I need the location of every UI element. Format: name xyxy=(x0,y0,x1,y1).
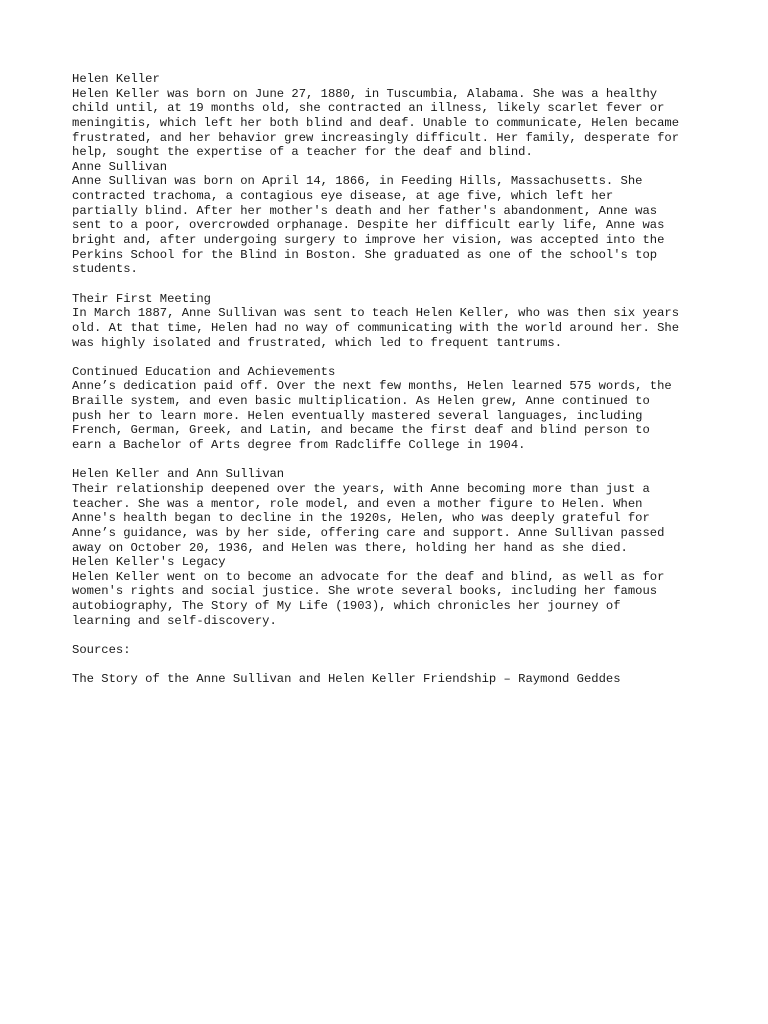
sources-label: Sources: xyxy=(72,642,131,657)
paragraph-line: Perkins School for the Blind in Boston. She graduated as one of the school's top xyxy=(72,247,658,262)
source-item: The Story of the Anne Sullivan and Helen Keller Friendship – Raymond Geddes xyxy=(72,672,621,687)
paragraph-line: child until, at 19 months old, she contracted an illness, likely scarlet fever or xyxy=(72,101,665,116)
paragraph-line: partially blind. After her mother's death and her father's abandonment, Anne was xyxy=(72,203,658,218)
paragraph-line: autobiography, The Story of My Life (1903), which chronicles her journey of xyxy=(72,599,621,614)
section-heading-legacy: Helen Keller's Legacy xyxy=(72,555,226,570)
paragraph-line: Helen Keller went on to become an advocate for the deaf and blind, as well as for xyxy=(72,569,665,584)
paragraph-line: Anne’s guidance, was by her side, offering care and support. Anne Sullivan passed xyxy=(72,525,665,540)
paragraph-line: earn a Bachelor of Arts degree from Radcliffe College in 1904. xyxy=(72,438,526,453)
paragraph-line: meningitis, which left her both blind and deaf. Unable to communicate, Helen became xyxy=(72,115,680,130)
paragraph-line: frustrated, and her behavior grew increasingly difficult. Her family, desperate for xyxy=(72,130,680,145)
paragraph-line: Anne's health began to decline in the 1920s, Helen, who was deeply grateful for xyxy=(72,511,650,526)
section-heading-anne-sullivan: Anne Sullivan xyxy=(72,159,168,174)
paragraph-line: women's rights and social justice. She wrote several books, including her famous xyxy=(72,584,658,599)
paragraph-line: Their relationship deepened over the years, with Anne becoming more than just a xyxy=(72,481,650,496)
paragraph-line: French, German, Greek, and Latin, and became the first deaf and blind person to xyxy=(72,423,650,438)
section-heading-relationship: Helen Keller and Ann Sullivan xyxy=(72,467,285,482)
document-page xyxy=(72,72,712,687)
paragraph-line: sent to a poor, overcrowded orphanage. Despite her difficult early life, Anne was xyxy=(72,218,665,233)
blank-line xyxy=(72,658,712,673)
paragraph-line: Anne Sullivan was born on April 14, 1866, in Feeding Hills, Massachusetts. She xyxy=(72,174,643,189)
paragraph-line: contracted trachoma, a contagious eye disease, at age five, which left her xyxy=(72,189,614,204)
section-heading-helen-keller: Helen Keller xyxy=(72,72,160,86)
paragraph-line: learning and self-discovery. xyxy=(72,613,277,628)
section-heading-first-meeting: Their First Meeting xyxy=(72,291,211,306)
blank-line xyxy=(72,350,712,365)
paragraph-line: help, sought the expertise of a teacher for the deaf and blind. xyxy=(72,145,533,160)
paragraph-line: teacher. She was a mentor, role model, and even a mother figure to Helen. When xyxy=(72,496,643,511)
paragraph-line: In March 1887, Anne Sullivan was sent to teach Helen Keller, who was then six years xyxy=(72,306,680,321)
paragraph-line: push her to learn more. Helen eventually mastered several languages, including xyxy=(72,408,643,423)
blank-line xyxy=(72,277,712,292)
paragraph-line: old. At that time, Helen had no way of communicating with the world around her. She xyxy=(72,320,680,335)
paragraph-line: Braille system, and even basic multiplication. As Helen grew, Anne continued to xyxy=(72,394,650,409)
blank-line xyxy=(72,453,712,468)
paragraph-line: Anne’s dedication paid off. Over the next few months, Helen learned 575 words, the xyxy=(72,379,672,394)
paragraph-line: Helen Keller was born on June 27, 1880, in Tuscumbia, Alabama. She was a healthy xyxy=(72,86,658,101)
paragraph-line: away on October 20, 1936, and Helen was there, holding her hand as she died. xyxy=(72,540,628,555)
paragraph-line: was highly isolated and frustrated, which led to frequent tantrums. xyxy=(72,335,563,350)
paragraph-line: students. xyxy=(72,262,138,277)
section-heading-continued-education: Continued Education and Achievements xyxy=(72,364,336,379)
paragraph-line: bright and, after undergoing surgery to improve her vision, was accepted into the xyxy=(72,233,665,248)
blank-line xyxy=(72,628,712,643)
